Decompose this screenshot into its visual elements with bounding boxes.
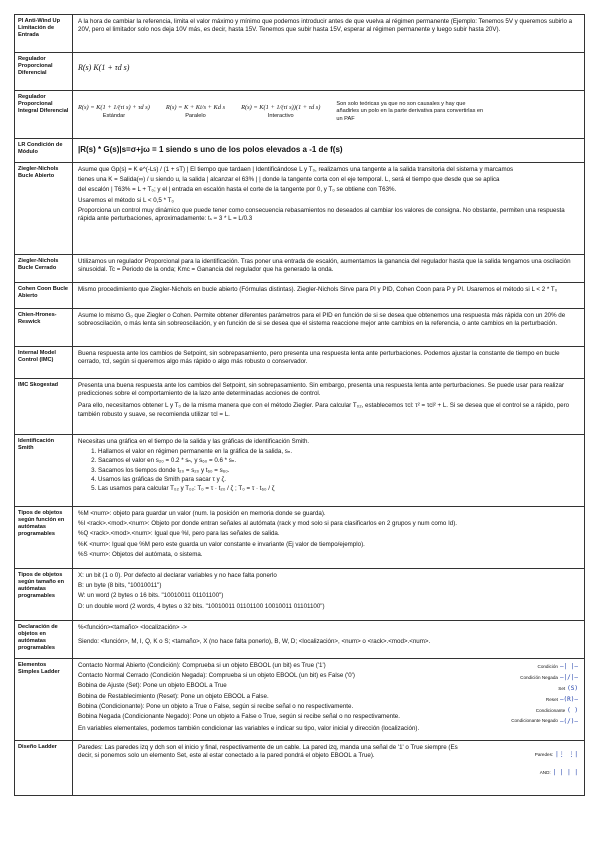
- ladder-label: Reset: [545, 696, 558, 702]
- definition-cell: [73, 283, 584, 308]
- pid-parallel: [166, 104, 225, 121]
- ladder-label: Condición: [537, 663, 558, 669]
- pid-note: Son solo teóricas ya que no son causales y hay que añadirles un polo en la parte derivativa para convertirlas en un PAF: [336, 101, 484, 122]
- row-smith: [15, 435, 584, 507]
- term-cell: Diseño Ladder: [15, 741, 73, 795]
- definition-cell: [73, 163, 584, 254]
- definition-text: Paredes: Las paredes izq y dch son el inicio y final, respectivamente de un cable. La pared izq, manda una señal de '1' o True siempre (Es decir, si ponemos solo un elemento Set, este al estar conectado a la pared pondrá el objeto EBOOL a True).: [78, 744, 458, 760]
- contact-open-icon: —| |—: [559, 663, 578, 670]
- row-cohen-coon: [15, 283, 584, 309]
- size-line: X: un bit (1 o 0). Por defecto al declarar variables y no hace falta ponerlo: [78, 572, 277, 579]
- ladder-label: AND:: [539, 769, 551, 775]
- pd-formula: R(s) K(1 + τd s): [78, 63, 130, 72]
- definition-text: Asume lo mismo G₀ que Ziegler o Cohen. Permite obtener diferentes parámetros para el PID en función de si se desea que obtenemos una respuesta más rápida con un 20% de sobreoscilación, o más lenta sin sobreoscilación, y en función de si se desea que el sistema reaccione mejor ante cambios en la referencia, o ante cambios en la perturbación.: [78, 312, 566, 328]
- term-cell: Identificación Smith: [15, 435, 73, 506]
- document-table: [14, 14, 585, 796]
- term-cell: Elementos Simples Ladder: [15, 659, 73, 740]
- smith-steps: [98, 448, 579, 493]
- definition-cell: [73, 741, 584, 795]
- definition-cell: [73, 347, 584, 378]
- object-line: %I <rack>.<mod>.<num>: Objeto por donde entran señales al autómata (rack y mod solo si para clasificarlos en 2 grupos y num como Id).: [78, 520, 458, 528]
- object-line: %K <num>: Igual que %M pero este guarda un valor constante e invariante (Ej valor de tiempo/ejemplo).: [78, 540, 365, 548]
- ladder-label: Condición Negada: [520, 674, 558, 680]
- ladder-label: Paredes:: [534, 751, 554, 757]
- definition-cell: [73, 53, 584, 90]
- definition-cell: [73, 569, 584, 620]
- pid-standard: [78, 104, 150, 121]
- pid-standard-formula: R(s) = K(1 + 1/(τi s) + τd s): [78, 103, 150, 111]
- ladder-line: Bobina de Ajuste (Set): Pone un objeto EBOOL a True: [78, 682, 227, 690]
- zn-line-5: Proporciona un control muy dinámico que puede tener como consecuencia rebasamientos no deseados al cambiar los valores de consigna. No obstante, permiten una respuesta rápida ante perturbaciones, aproximadamente: tₛ ≈ 3 * L = L/0.3: [78, 206, 565, 222]
- term-cell: PI Anti-Wind Up Limitación de Entrada: [15, 15, 73, 52]
- lr-condition: |R(s) * G(s)|s=σ+jω = 1 siendo s uno de los polos elevados a -1 de f(s): [78, 145, 343, 154]
- definition-text: Utilizamos un regulador Proporcional para la identificación. Tras poner una entrada de escalón, aumentamos la ganancia del regulador hasta que la salida tengamos una oscilación sinusoidal. Tc = Periodo de la onda; Kmc = Ganancia del regulador que ha generado la onda.: [78, 258, 571, 274]
- row-object-types-function: [15, 507, 584, 569]
- ladder-line: Bobina de Restablecimiento (Reset): Pone un objeto EBOOL a False.: [78, 692, 269, 700]
- smith-step: 4. Usamos las gráficas de Smith para sacar τ y ζ.: [98, 476, 579, 484]
- term-cell: Ziegler-Nichols Bucle Abierto: [15, 163, 73, 254]
- smith-step: 2. Sacamos el valor en s₂₀ = 0.2 * sₙ, y s₆₀ = 0.6 * sₙ.: [98, 457, 579, 465]
- skogestad-p1: Presenta una buena respuesta ante los cambios del Setpoint, sin sobrepasamiento. Sin embargo, presenta una respuesta lenta ante perturbaciones. Se puede usar para realizar predicciones sobre el comportamiento de la lazo ante determinadas acciones de control.: [78, 382, 565, 398]
- object-line: %M <num>: objeto para guardar un valor (num. la posición en memoria donde se guarda).: [78, 510, 326, 517]
- definition-cell: [73, 659, 584, 740]
- row-zn-open: [15, 163, 584, 255]
- object-line: %Q <rack>.<mod>.<num>: Igual que %I, pero para las señales de salida.: [78, 530, 280, 538]
- pid-interactive-formula: R(s) = K(1 + 1/(τi s))(1 + τd s): [241, 103, 321, 111]
- term-cell: Declaración de objetos en autómatas programables: [15, 621, 73, 658]
- term-cell: Cohen Coon Bucle Abierto: [15, 283, 73, 308]
- row-chr: [15, 309, 584, 347]
- definition-cell: [73, 255, 584, 282]
- row-object-types-size: [15, 569, 584, 621]
- row-ladder-elements: [15, 659, 584, 741]
- declaration-syntax: %<función><tamaño> <localización> ->: [78, 624, 187, 631]
- smith-step: 3. Sacamos los tiempos donde t₂₀ = s₂₀ y t₆₀ = s₆₀.: [98, 467, 579, 475]
- and-icon: | | | |: [552, 768, 578, 776]
- row-declaration: [15, 621, 584, 659]
- zn-line-1: Asume que Gp(s) = K e^(-Ls) / (1 + sT) | El tiempo que tardaen | Identificándose L y T₀, realizamos una tangente a la salida transitoria del sistema y marcamos: [78, 166, 514, 173]
- definition-cell: [73, 435, 584, 506]
- definition-text: A la hora de cambiar la referencia, limita el valor máximo y mínimo que podemos introducir antes de que vuelva al régimen permanente (Ejemplo: Tenemos 5V y queremos subirlo a 20V, pero el limitador solo nos deja 10V más, es decir, hasta 15V. Tenemos que subir hasta 15V, esperar al régimen permanente y luego subir hasta 20V).: [78, 18, 573, 34]
- coil-set-icon: (S): [567, 684, 578, 692]
- ladder-extra: En variables elementales, podemos también condicionar las variables e indicar su tipo, valor inicial y dirección (localización).: [78, 725, 420, 733]
- ladder-label: Condicionante Negado: [511, 718, 558, 724]
- ladder-line: Contacto Normal Cerrado (Condición Negada): Comprueba si un objeto EBOOL (un bit) es False ('0'): [78, 672, 355, 680]
- term-cell: Chien-Hrones-Reswick: [15, 309, 73, 346]
- coil-negated-icon: —(/)—: [559, 717, 578, 725]
- ladder-line: Bobina (Condicionante): Pone un objeto a True o False, según si recibe señal o no respectivamente.: [78, 702, 354, 710]
- ladder-label: Condicionante: [535, 707, 566, 713]
- size-line: B: un byte (8 bits, "10010011"): [78, 582, 162, 590]
- smith-step: 1. Hallamos el valor en régimen permanente en la gráfica de la salida, sₙ.: [98, 448, 579, 456]
- contact-closed-icon: —|/|—: [559, 673, 578, 681]
- zn-line-2: tienes una K = Salida(∞) / u siendo u, la salida | alcanzar el 63% | | donde la tangente corta con el eje temporal. L, será el tiempo que desde que se aplica: [78, 176, 500, 184]
- row-imc: [15, 347, 584, 379]
- term-cell: Internal Model Control (IMC): [15, 347, 73, 378]
- walls-icon: |⋮ ⋮|: [555, 751, 578, 758]
- definition-cell: [73, 621, 584, 658]
- zn-line-4: Usaremos el método si L < 0,5 * T₀: [78, 196, 174, 204]
- row-pd: [15, 53, 584, 91]
- row-pid: [15, 91, 584, 139]
- ladder-design-symbols: [468, 745, 578, 780]
- pid-standard-caption: Estándar: [102, 113, 126, 120]
- definition-cell: [73, 139, 584, 162]
- declaration-detail: Siendo: <función>, M, I, Q, K o S; <tamaño>, X (no hace falta ponerlo), B, W, D; <localización>, <num> o <rack>.<mod>.<num>.: [78, 638, 431, 646]
- definition-cell: [73, 507, 584, 568]
- zn-line-3: del escalón | T63% = L + T₀; y el | entrada en escalón hasta el corte de la tangente por 0, y T₀ se obtiene con T63%.: [78, 186, 397, 194]
- term-cell: Regulador Proporcional Diferencial: [15, 53, 73, 90]
- row-ladder-design: [15, 741, 584, 795]
- row-pi-antiwindup: [15, 15, 584, 53]
- ladder-line: Contacto Normal Abierto (Condición): Comprueba si un objeto EBOOL (un bit) es True ('1'): [78, 662, 326, 669]
- coil-icon: ( ): [567, 706, 578, 714]
- row-zn-closed: [15, 255, 584, 283]
- size-line: W: un word (2 bytes o 16 bits. "10010011 01101100"): [78, 592, 224, 600]
- pid-interactive-caption: Interactivo: [267, 113, 294, 120]
- ladder-symbols: [468, 663, 578, 728]
- row-lr-module: [15, 139, 584, 163]
- size-line: D: un double word (2 words, 4 bytes o 32 bits. "10010011 01101100 10010011 01101100"): [78, 602, 325, 610]
- object-line: %S <num>: Objetos del autómata, o sistema.: [78, 550, 203, 558]
- term-cell: Tipos de objetos según función en autómatas programables: [15, 507, 73, 568]
- term-cell: LR Condición de Módulo: [15, 139, 73, 162]
- ladder-line: Bobina Negada (Condicionante Negado): Pone un objeto a False o True, según si recibe señal o no respectivamente.: [78, 712, 400, 720]
- pid-interactive: [241, 104, 320, 121]
- definition-text: Buena respuesta ante los cambios de Setpoint, sin sobrepasamiento, pero presenta una respuesta lenta ante perturbaciones. Podemos ajustar la constante de tiempo en bucle cerrado, τcl, según si queremos algo más rápido o algo más robusto o conservador.: [78, 350, 560, 366]
- term-cell: IMC Skogestad: [15, 379, 73, 434]
- pid-parallel-caption: Paralelo: [185, 113, 206, 120]
- term-cell: Regulador Proporcional Integral Diferencial: [15, 91, 73, 138]
- definition-text: Mismo procedimiento que Ziegler-Nichols en bucle abierto (Fórmulas distintas). Ziegler-Nichols Sirve para PI y PID, Cohen Coon para P y PI. Usaremos el método si L < 2 * T₀: [78, 286, 558, 293]
- definition-cell: [73, 309, 584, 346]
- definition-cell: [73, 91, 584, 138]
- definition-cell: [73, 379, 584, 434]
- smith-step: 5. Las usamos para calcular T₀₂ y T₀₂: T₀ = τ · t₂₀ / ζ ; T₀ = τ · t₆₀ / ζ: [98, 485, 579, 493]
- skogestad-p2: Para ello, necesitamos obtener L y T₀ de la misma manera que con el método Ziegler. Para calcular T₀₂, establecemos τcl: τ² = τcl² + L. Si se desea que el control se a rápido, pero también robusto y suave, se recomienda utilizar τcl = L.: [78, 402, 570, 418]
- ladder-label: Set: [558, 685, 566, 691]
- term-cell: Tipos de objetos según tamaño en autómatas programables: [15, 569, 73, 620]
- row-imc-skogestad: [15, 379, 584, 435]
- coil-reset-icon: —(R)—: [559, 695, 578, 703]
- term-cell: Ziegler-Nichols Bucle Cerrado: [15, 255, 73, 282]
- smith-intro: Necesitas una gráfica en el tiempo de la salida y las gráficas de identificación Smith.: [78, 438, 310, 445]
- definition-cell: [73, 15, 584, 52]
- pid-parallel-formula: R(s) = K + Ki/s + Kd s: [165, 103, 226, 111]
